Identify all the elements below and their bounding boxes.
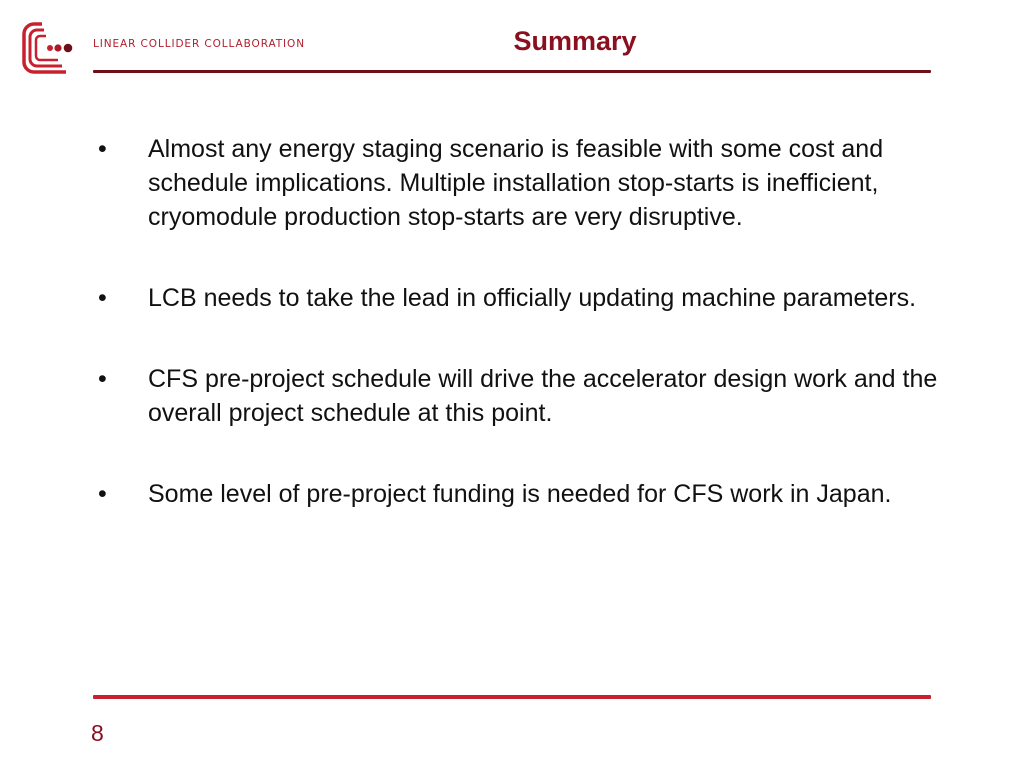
- bullet-marker: •: [98, 284, 107, 312]
- bullet-marker: •: [98, 135, 107, 163]
- bullet-marker: •: [98, 480, 107, 508]
- slide-title: Summary: [513, 26, 637, 56]
- bullet-item: [98, 281, 978, 315]
- bullet-marker: •: [98, 365, 107, 393]
- bullet-text: Almost any energy staging scenario is feasible with some cost and schedule implications. Multiple installation stop-starts is inefficient, cryomodule production stop-starts are very disruptive.: [148, 135, 884, 231]
- bullet-text: CFS pre-project schedule will drive the accelerator design work and the overall project schedule at this point.: [148, 365, 938, 427]
- bullet-item: [98, 132, 978, 234]
- footer-divider: [93, 695, 931, 699]
- bullet-list: [98, 132, 978, 511]
- bullet-item: [98, 477, 978, 511]
- header-divider: [93, 70, 931, 73]
- page-number: 8: [91, 720, 104, 746]
- organization-name: LINEAR COLLIDER COLLABORATION: [93, 38, 305, 50]
- lcc-logo-icon: [20, 20, 80, 76]
- bullet-item: [98, 362, 978, 430]
- bullet-text: LCB needs to take the lead in officially updating machine parameters.: [148, 284, 917, 312]
- bullet-text: Some level of pre-project funding is needed for CFS work in Japan.: [148, 480, 892, 508]
